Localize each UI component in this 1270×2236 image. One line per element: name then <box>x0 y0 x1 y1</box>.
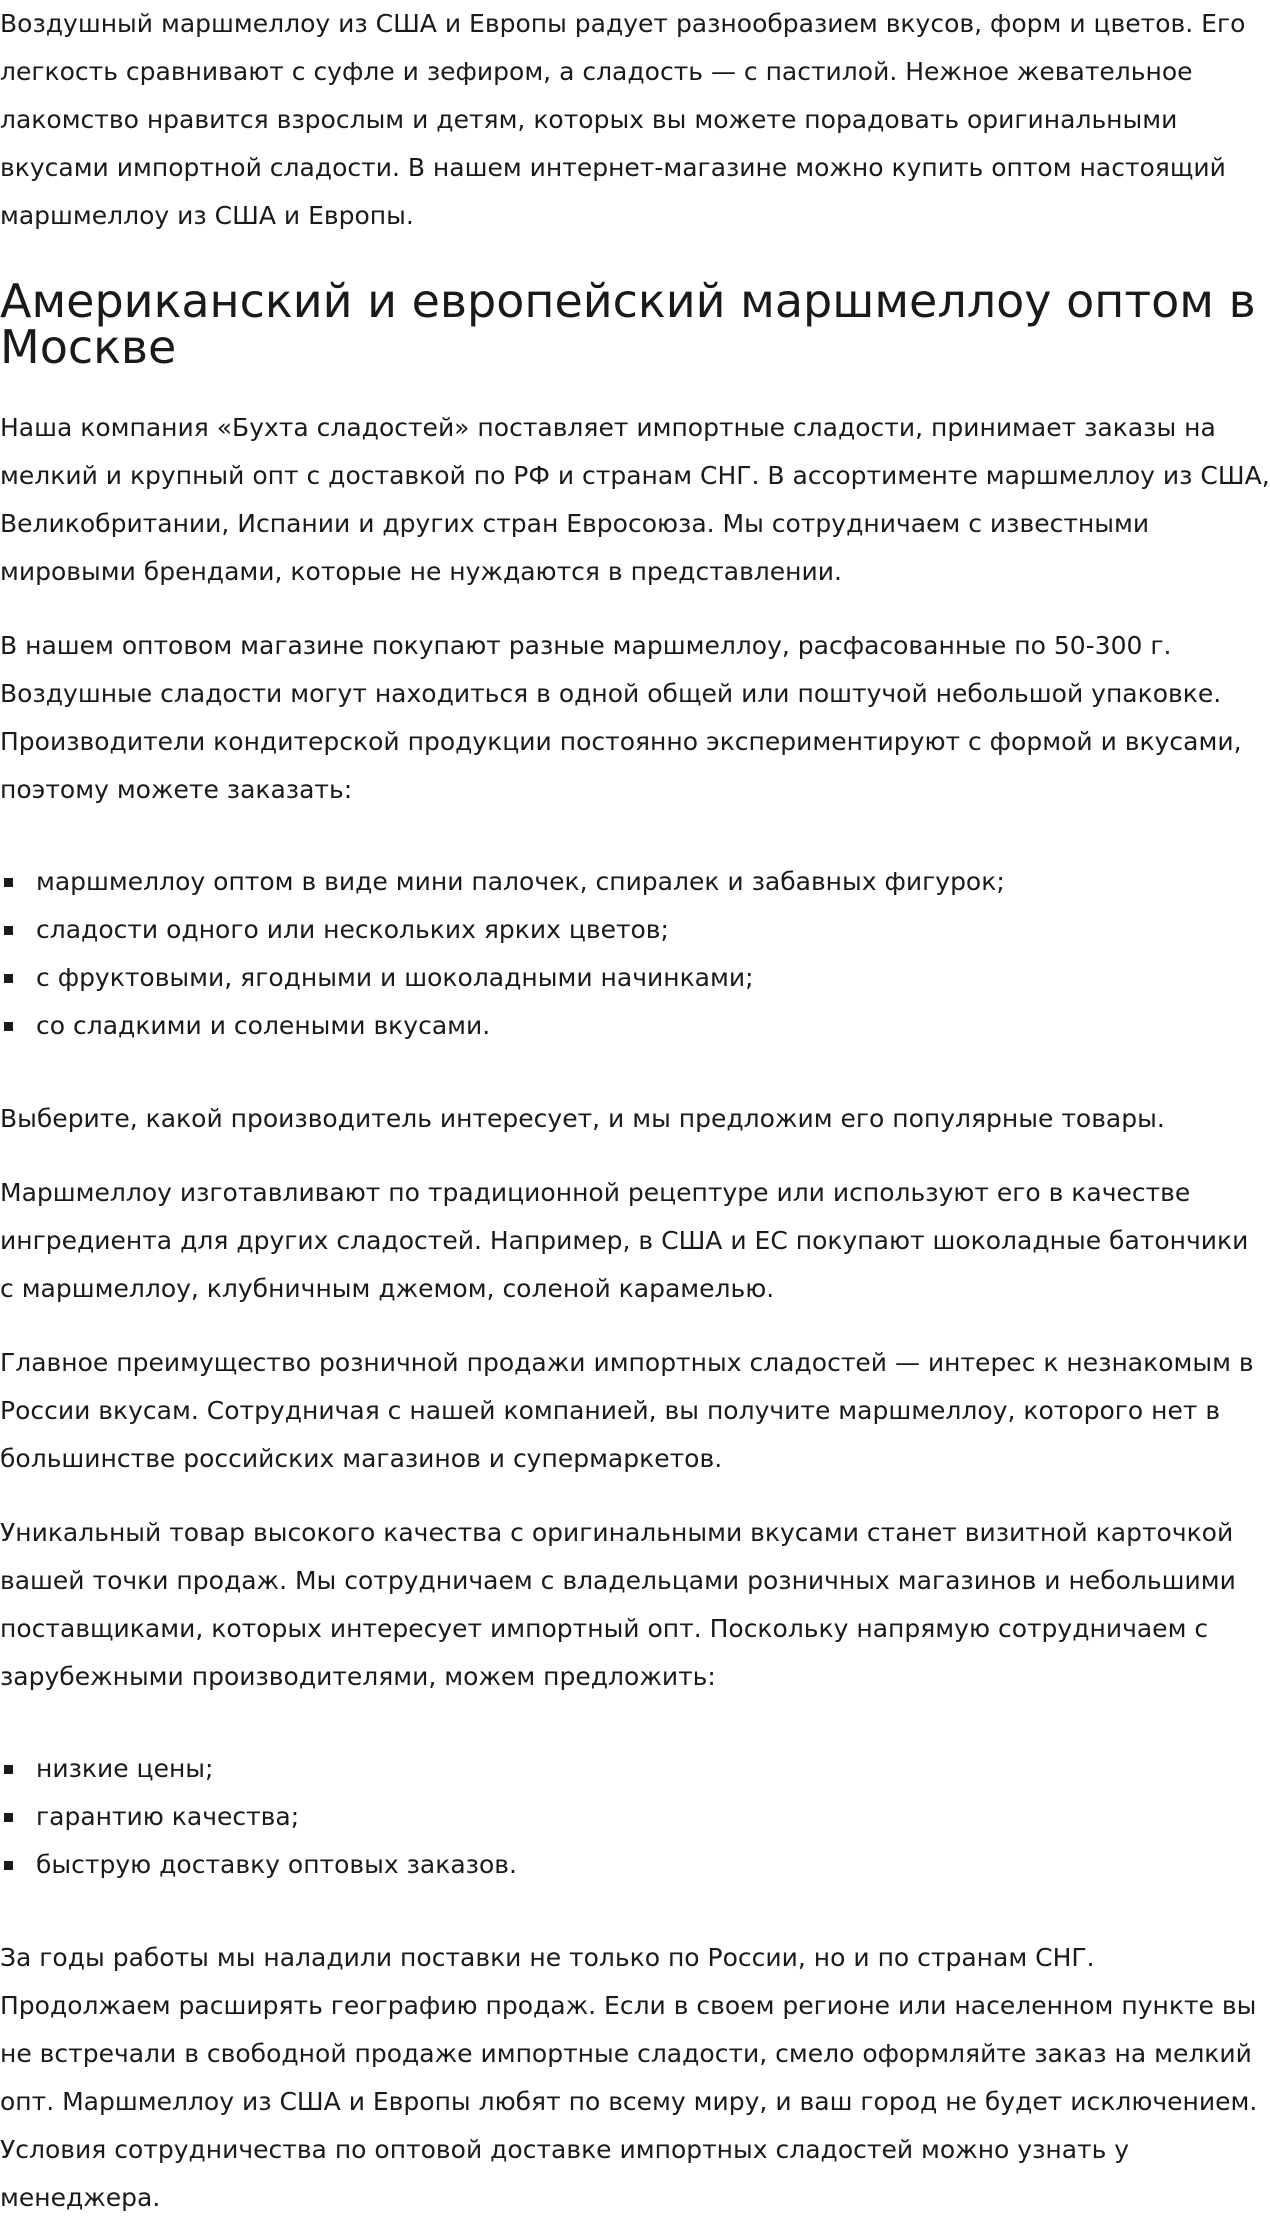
section-heading: Американский и европейский маршмеллоу оптом в Москве <box>0 274 1256 374</box>
list-item: сладости одного или нескольких ярких цветов; <box>0 906 1270 954</box>
paragraph-recipe: Маршмеллоу изготавливают по традиционной рецептуре или используют его в качестве ингредиента для других сладостей. Например, в США и ЕС покупают шоколадные батончики с маршмеллоу, клубничным джемом, соленой карамелью. <box>0 1178 1249 1303</box>
list-item: со сладкими и солеными вкусами. <box>0 1002 1270 1050</box>
intro-paragraph: Воздушный маршмеллоу из США и Европы радует разнообразием вкусов, форм и цветов. Его легкость сравнивают с суфле и зефиром, а сладость — с пастилой. Нежное жевательное лакомство нравится взрослым и детям, которых вы можете порадовать оригинальными вкусами импортной сладости. В нашем интернет-магазине можно купить оптом настоящий маршмеллоу из США и Европы. <box>0 9 1246 230</box>
paragraph-assortment: В нашем оптовом магазине покупают разные маршмеллоу, расфасованные по 50-300 г. Воздушные сладости могут находиться в одной общей или поштучой небольшой упаковке. Производители кондитерской продукции постоянно экспериментируют с формой и вкусами, поэтому можете заказать: <box>0 631 1242 804</box>
list-item: маршмеллоу оптом в виде мини палочек, спиралек и забавных фигурок; <box>0 858 1270 906</box>
list-item: низкие цены; <box>0 1745 1270 1793</box>
list-item: быструю доставку оптовых заказов. <box>0 1841 1270 1889</box>
paragraph-choose-manufacturer: Выберите, какой производитель интересует, и мы предложим его популярные товары. <box>0 1104 1165 1133</box>
paragraph-unique-product: Уникальный товар высокого качества с оригинальными вкусами станет визитной карточкой вашей точки продаж. Мы сотрудничаем с владельцами розничных магазинов и небольшими поставщиками, которых интересует импортный опт. Поскольку напрямую сотрудничаем с зарубежными производителями, можем предложить: <box>0 1518 1236 1691</box>
paragraph-company: Наша компания «Бухта сладостей» поставляет импортные сладости, принимает заказы на мелкий и крупный опт с доставкой по РФ и странам СНГ. В ассортименте маршмеллоу из США, Великобритании, Испании и других стран Евросоюза. Мы сотрудничаем с известными мировыми брендами, которые не нуждаются в представлении. <box>0 413 1270 586</box>
bullet-icon <box>4 974 13 983</box>
bullet-icon <box>4 1022 13 1031</box>
bullet-icon <box>4 1813 13 1822</box>
bullet-icon <box>4 1861 13 1870</box>
paragraph-geography: За годы работы мы наладили поставки не только по России, но и по странам СНГ. Продолжаем расширять географию продаж. Если в своем регионе или населенном пункте вы не встречали в свободной продаже импортные сладости, смело оформляйте заказ на мелкий опт. Маршмеллоу из США и Европы любят по всему миру, и ваш город не будет исключением. Условия сотрудничества по оптовой доставке импортных сладостей можно узнать у менеджера. <box>0 1943 1258 2212</box>
bullet-icon <box>4 926 13 935</box>
bullet-icon <box>4 878 13 887</box>
list-benefits <box>0 1745 1270 1889</box>
list-marshmallow-options <box>0 858 1270 1050</box>
list-item: с фруктовыми, ягодными и шоколадными начинками; <box>0 954 1270 1002</box>
list-item: гарантию качества; <box>0 1793 1270 1841</box>
bullet-icon <box>4 1765 13 1774</box>
paragraph-advantage: Главное преимущество розничной продажи импортных сладостей — интерес к незнакомым в России вкусам. Сотрудничая с нашей компанией, вы получите маршмеллоу, которого нет в большинстве российских магазинов и супермаркетов. <box>0 1348 1254 1473</box>
